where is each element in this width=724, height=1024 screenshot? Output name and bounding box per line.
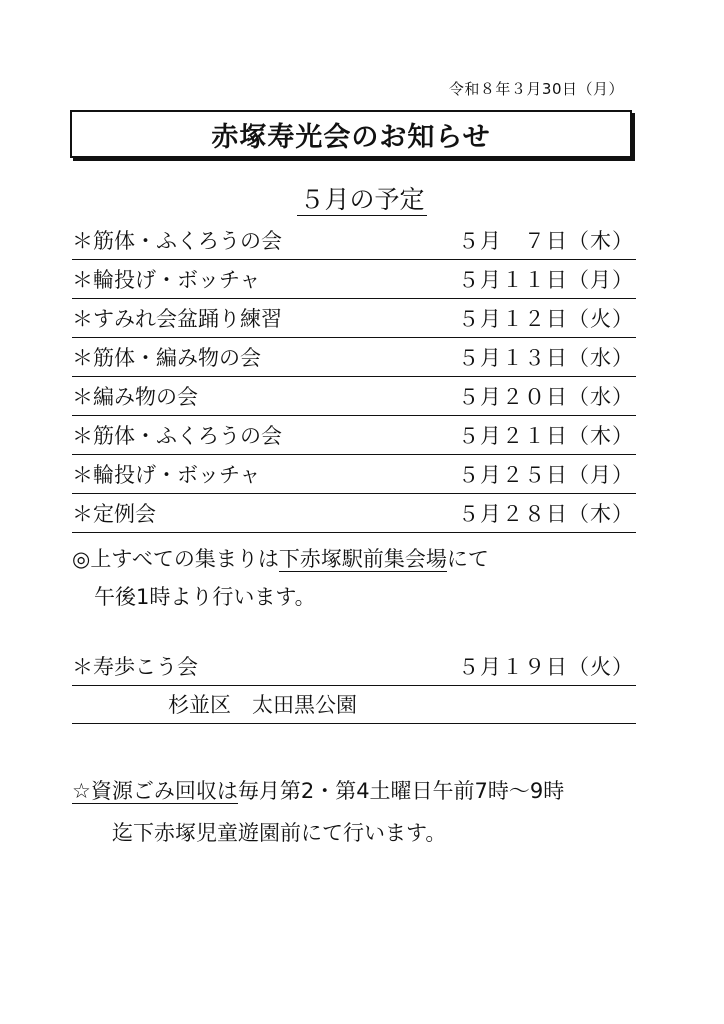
recycle-line1: [72, 770, 564, 812]
title-box: [70, 110, 632, 158]
schedule-row: [72, 299, 636, 338]
venue-note-suffix: にて: [446, 547, 489, 571]
walk-row: [72, 650, 636, 686]
schedule-row: [72, 338, 636, 377]
event-name: ＊筋体・編み物の会: [72, 346, 261, 370]
recycle-label: ☆資源ごみ回収は: [72, 779, 238, 803]
event-name: ＊定例会: [72, 502, 156, 526]
walk-date: ５月１９日（火）: [458, 655, 634, 679]
schedule-row: [72, 377, 636, 416]
schedule-row: [72, 494, 636, 533]
page-title: 赤塚寿光会のお知らせ: [211, 121, 491, 153]
recycle-schedule: 毎月第2・第4土曜日午前7時〜9時: [237, 779, 565, 803]
recycle-note: [72, 770, 564, 854]
event-date: ５月１２日（火）: [458, 307, 634, 331]
venue-note-line1: [72, 540, 489, 578]
schedule-heading-text: ５月の予定: [299, 185, 425, 214]
event-name: ＊輪投げ・ボッチャ: [72, 463, 261, 487]
event-date: ５月２８日（木）: [458, 502, 634, 526]
event-name: ＊すみれ会盆踊り練習: [72, 307, 282, 331]
recycle-line2: 迄下赤塚児童遊園前にて行います。: [112, 821, 447, 845]
event-name: ＊筋体・ふくろうの会: [72, 229, 282, 253]
schedule-row: [72, 455, 636, 494]
event-date: ５月 ７日（木）: [458, 229, 634, 253]
schedule-row: [72, 221, 636, 260]
event-date: ５月１１日（月）: [458, 268, 634, 292]
venue-name: 下赤塚駅前集会場: [278, 547, 447, 571]
schedule-heading: [0, 180, 724, 216]
venue-note: [72, 540, 489, 616]
walk-name: ＊寿歩こう会: [72, 655, 198, 679]
walk-place: 杉並区 太田黒公園: [72, 686, 636, 724]
venue-note-time: 午後1時より行います。: [94, 585, 316, 609]
event-date: ５月１３日（水）: [458, 346, 634, 370]
event-date: ５月２５日（月）: [458, 463, 634, 487]
schedule-row: [72, 416, 636, 455]
walk-event: [72, 650, 636, 724]
schedule-list: [72, 221, 636, 533]
event-date: ５月２１日（木）: [458, 424, 634, 448]
event-name: ＊筋体・ふくろうの会: [72, 424, 282, 448]
event-name: ＊輪投げ・ボッチャ: [72, 268, 261, 292]
event-name: ＊編み物の会: [72, 385, 198, 409]
notice-date: 令和８年３月30日（月）: [448, 80, 624, 98]
schedule-row: [72, 260, 636, 299]
venue-note-prefix: ◎上すべての集まりは: [72, 547, 279, 571]
event-date: ５月２０日（水）: [458, 385, 634, 409]
